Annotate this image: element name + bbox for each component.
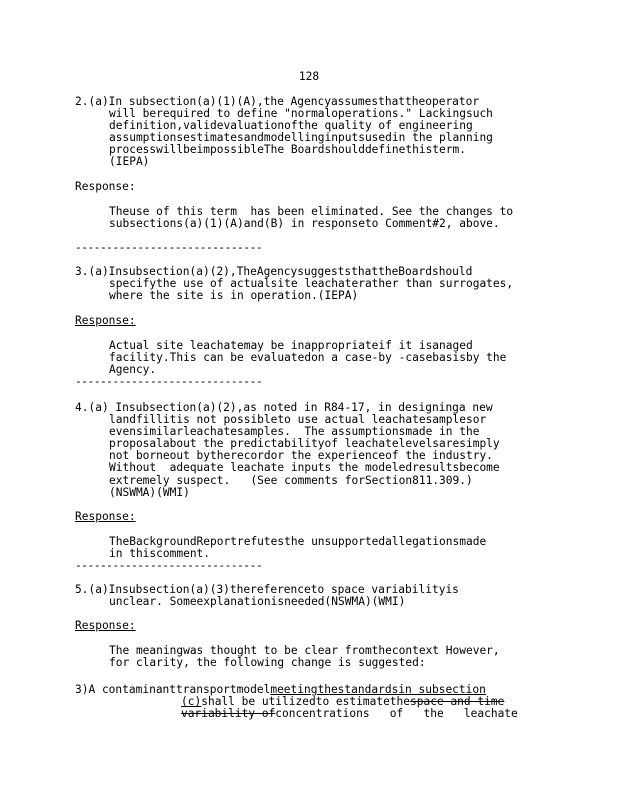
amendment-inserted-text: meetingthestandardsin subsection (270, 683, 486, 696)
amendment-deleted-text: variability of (181, 707, 276, 720)
response-line: in thiscomment. (109, 547, 211, 560)
comment-line: will berequired to define "normaloperations." Lackingsuch (109, 107, 493, 121)
page-number: 128 (298, 70, 320, 83)
comment-line: (IEPA) (109, 155, 150, 169)
comment-line: where the site is in operation.(IEPA) (109, 289, 359, 303)
comment-line: processwillbeimpossibleThe Boardshoulddefinethisterm. (109, 143, 466, 157)
comment-line: 5.(a)Insubsection(a)(3)thereferenceto space variabilityis (75, 583, 459, 596)
comment-line: evensimilarleachatesamples. The assumptionsmade in the (109, 425, 480, 439)
response-line: for clarity, the following change is suggested: (109, 656, 426, 669)
response-line: facility.This can be evaluatedon a case-by -casebasisby the (109, 351, 507, 364)
comment-line: extremely suspect. (See comments forSection811.309.) (109, 473, 473, 487)
comment-line: Without adequate leachate inputs the modeledresultsbecome (109, 461, 500, 475)
comment-line: specifythe use of actualsite leachaterather than surrogates, (109, 277, 514, 291)
comment-line: proposalabout the predictabilityof leachatelevelsaresimply (109, 437, 500, 451)
separator-line: ------------------------------ (75, 559, 263, 572)
amendment-text: shall be utilizedto estimatethe (201, 695, 411, 708)
response-line: The meaningwas thought to be clear fromthecontext However, (109, 644, 500, 657)
comment-line: landfillitis not possibleto use actual leachatesamplesor (109, 413, 487, 427)
response-line: TheBackgroundReportrefutesthe unsupportedallegationsmade (109, 535, 487, 548)
comment-line: 3.(a)Insubsection(a)(2),TheAgencysuggeststhattheBoardshould (75, 265, 473, 278)
response-line: Agency. (109, 363, 157, 376)
separator-line: ------------------------------ (75, 375, 263, 388)
response-label: Response: (75, 180, 136, 193)
response-label: Response: (75, 510, 136, 523)
response-line: Actual site leachatemay be inappropriateif it isanaged (109, 339, 473, 352)
comment-item-3 (75, 266, 555, 302)
amendment-text: concentrations of the leachate (275, 707, 518, 720)
amendment-lead: 3)A contaminanttransportmodel (75, 683, 271, 696)
response-label: Response: (75, 314, 136, 327)
comment-item-2 (75, 96, 555, 169)
comment-item-4 (75, 402, 555, 499)
amendment-deleted-text: space and time (410, 695, 505, 708)
response-line: subsections(a)(1)(A)and(B) in responseto Comment#2, above. (109, 217, 500, 230)
comment-item-5 (75, 584, 555, 608)
comment-line: assumptionsestimatesandmodellinginputsusedin the planning (109, 131, 493, 145)
amendment-inserted-text: (c) (181, 695, 202, 708)
comment-line: unclear. Someexplanationisneeded(NSWMA)(WMI) (109, 595, 406, 609)
comment-line: definition,validevaluationofthe quality of engineering (109, 119, 473, 133)
comment-line: 4.(a) Insubsection(a)(2),as noted in R84-17, in designinga new (75, 401, 493, 414)
comment-line: not borneout bytherecordor the experienceof the industry. (109, 449, 493, 463)
response-line: Theuse of this term has been eliminated. See the changes to (109, 205, 514, 218)
comment-line: 2.(a)In subsection(a)(1)(A),the Agencyassumesthattheoperator (75, 95, 480, 108)
response-label: Response: (75, 619, 136, 632)
amendment-line-3 (181, 708, 518, 720)
separator-line: ------------------------------ (75, 241, 263, 254)
comment-line: (NSWMA)(WMI) (109, 485, 190, 499)
